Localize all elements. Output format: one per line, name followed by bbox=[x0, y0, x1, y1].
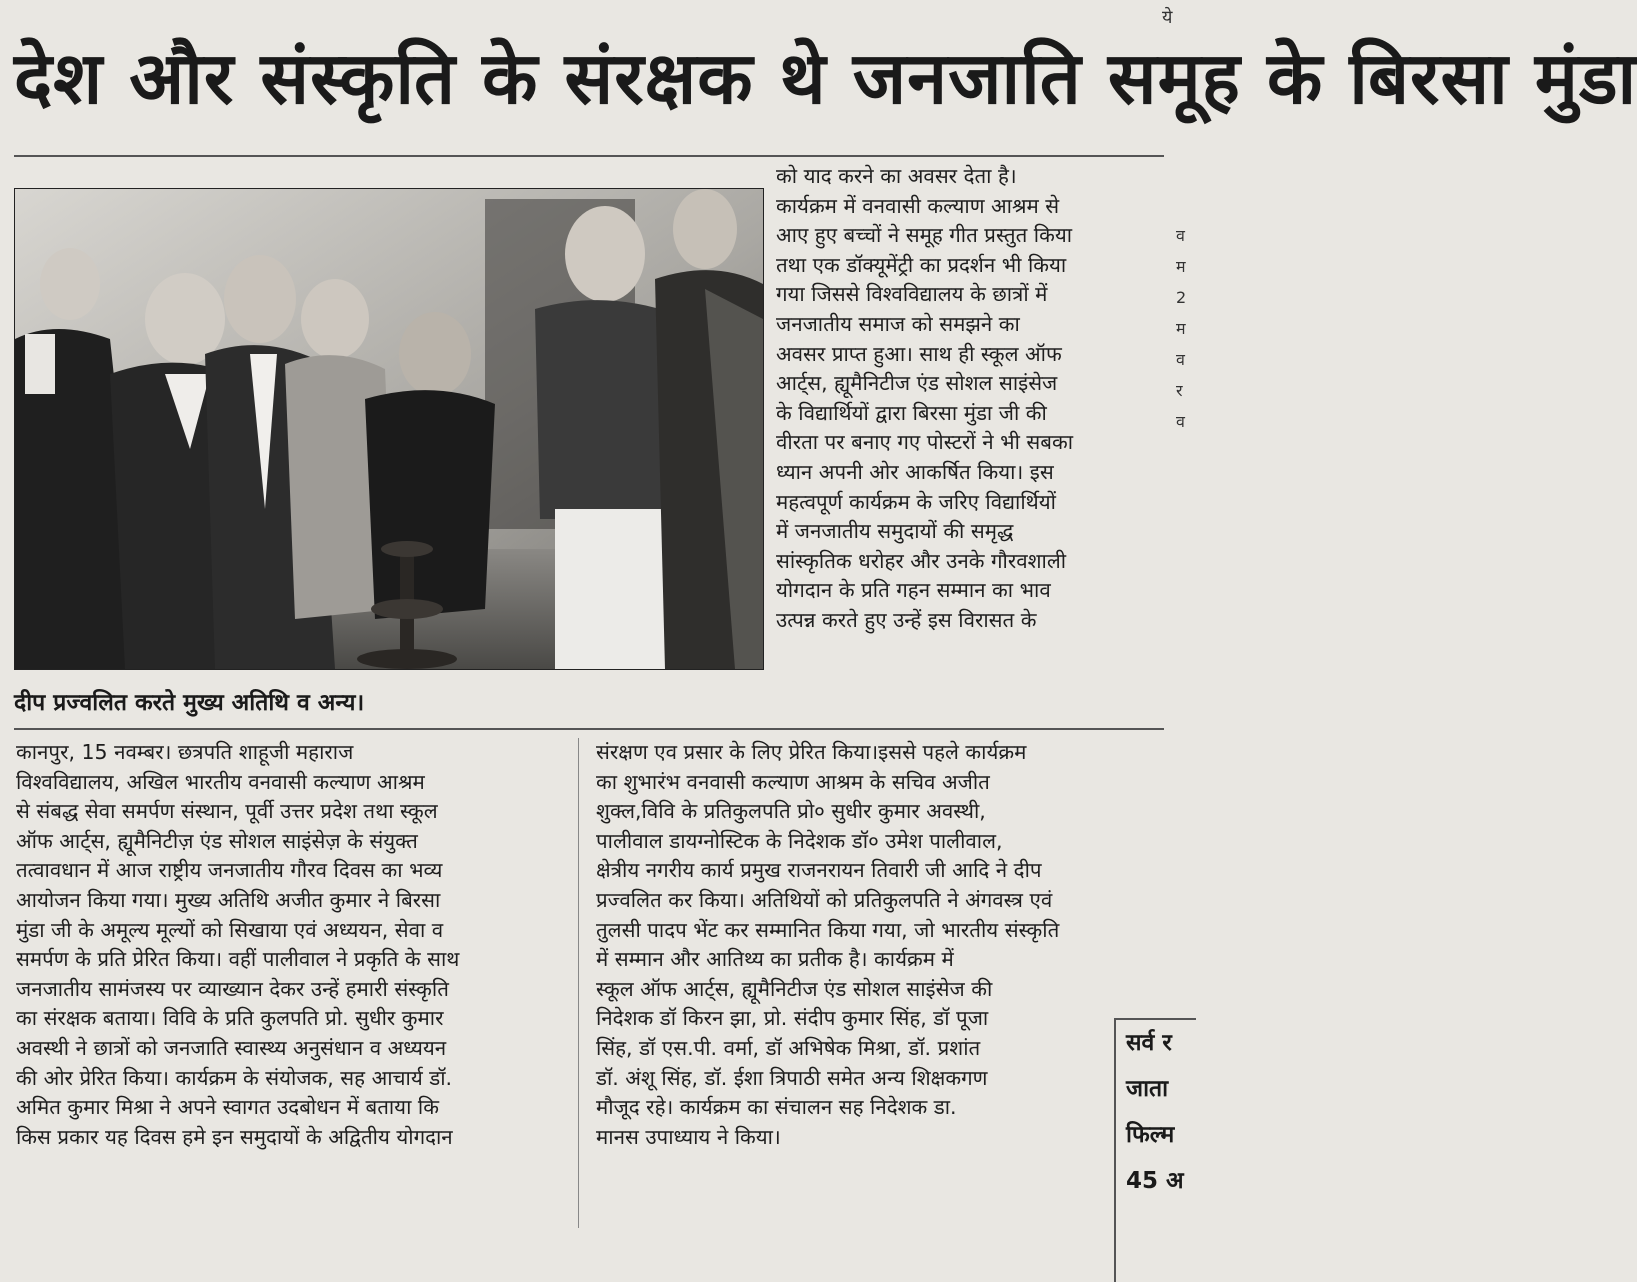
edge-glyph: 2 bbox=[1176, 288, 1187, 307]
text-line: निदेशक डॉ किरन झा, प्रो. संदीप कुमार सिंह, डॉ पूजा bbox=[596, 1006, 989, 1031]
text-line: ध्यान अपनी ओर आकर्षित किया। इस bbox=[776, 459, 1054, 484]
text-line: तत्वावधान में आज राष्ट्रीय जनजातीय गौरव दिवस का भव्य bbox=[16, 858, 443, 883]
text-line: अमित कुमार मिश्रा ने अपने स्वागत उदबोधन में बताया कि bbox=[16, 1095, 439, 1120]
text-line: क्षेत्रीय नगरीय कार्य प्रमुख राजनरायन तिवारी जी आदि ने दीप bbox=[596, 858, 1042, 883]
text-line: के विद्यार्थियों द्वारा बिरसा मुंडा जी की bbox=[776, 400, 1047, 425]
article-column-middle bbox=[596, 738, 1156, 1152]
column-divider bbox=[578, 738, 579, 1228]
text-line: का संरक्षक बताया। विवि के प्रति कुलपति प्रो. सुधीर कुमार bbox=[16, 1006, 444, 1031]
text-line: का शुभारंभ वनवासी कल्याण आश्रम के सचिव अजीत bbox=[596, 769, 990, 794]
text-line: में सम्मान और आतिथ्य का प्रतीक है। कार्यक्रम में bbox=[596, 947, 954, 972]
text-line: मानस उपाध्याय ने किया। bbox=[596, 1124, 781, 1149]
headline-divider bbox=[14, 155, 1164, 157]
text-line: मुंडा जी के अमूल्य मूल्यों को सिखाया एवं अध्ययन, सेवा व bbox=[16, 917, 444, 942]
text-line: जनजातीय सामंजस्य पर व्याख्यान देकर उन्हें हमारी संस्कृति bbox=[16, 976, 449, 1001]
text-line: जनजातीय समाज को समझने का bbox=[776, 311, 1020, 336]
text-line: आर्ट्स, ह्यूमैनिटीज एंड सोशल साइंसेज bbox=[776, 371, 1058, 396]
headline: देश और संस्कृति के संरक्षक थे जनजाति समूह के बिरसा मुंडा bbox=[14, 36, 1637, 120]
edge-glyph: म bbox=[1176, 319, 1186, 338]
text-line: अवस्थी ने छात्रों को जनजाति स्वास्थ्य अनुसंधान व अध्ययन bbox=[16, 1035, 447, 1060]
adjacent-article-box bbox=[1114, 1018, 1196, 1282]
edge-glyph: म bbox=[1176, 257, 1186, 276]
edge-glyph: व bbox=[1176, 412, 1185, 431]
text-line: कानपुर, 15 नवम्बर। छत्रपति शाहूजी महाराज bbox=[16, 740, 354, 764]
text-line: गया जिससे विश्वविद्यालय के छात्रों में bbox=[776, 282, 1048, 307]
photo-illustration bbox=[15, 189, 763, 669]
text-line: से संबद्ध सेवा समर्पण संस्थान, पूर्वी उत्तर प्रदेश तथा स्कूल bbox=[16, 799, 438, 824]
event-photo bbox=[14, 188, 764, 670]
text-line: मौजूद रहे। कार्यक्रम का संचालन सह निदेशक डा. bbox=[596, 1095, 957, 1120]
edge-glyph: र bbox=[1176, 381, 1183, 400]
text-line: आयोजन किया गया। मुख्य अतिथि अजीत कुमार ने बिरसा bbox=[16, 887, 441, 912]
text-line: में जनजातीय समुदायों की समृद्ध bbox=[776, 519, 1014, 544]
text-line: को याद करने का अवसर देता है। bbox=[776, 164, 1017, 188]
text-line: विश्वविद्यालय, अखिल भारतीय वनवासी कल्याण आश्रम bbox=[16, 769, 425, 794]
text-line: डॉ. अंशू सिंह, डॉ. ईशा त्रिपाठी समेत अन्य शिक्षकगण bbox=[596, 1065, 988, 1090]
article-column-right-top bbox=[776, 162, 1156, 636]
text-line: शुक्ल,विवि के प्रतिकुलपति प्रो० सुधीर कुमार अवस्थी, bbox=[596, 799, 986, 824]
text-line: की ओर प्रेरित किया। कार्यक्रम के संयोजक, सह आचार्य डॉ. bbox=[16, 1065, 453, 1090]
text-line: 45 अ bbox=[1126, 1168, 1184, 1194]
text-line: तथा एक डॉक्यूमेंट्री का प्रदर्शन भी किया bbox=[776, 252, 1067, 277]
text-line: आए हुए बच्चों ने समूह गीत प्रस्तुत किया bbox=[776, 223, 1073, 248]
adjacent-column-edge bbox=[1176, 220, 1190, 440]
adjacent-article-fragment: ये bbox=[1162, 7, 1173, 28]
text-line: सांस्कृतिक धरोहर और उनके गौरवशाली bbox=[776, 548, 1067, 573]
edge-glyph: व bbox=[1176, 226, 1185, 245]
text-line: फिल्म bbox=[1126, 1122, 1175, 1148]
text-line: ऑफ आर्ट्स, ह्यूमैनिटीज़ एंड सोशल साइंसेज़ के संयुक्त bbox=[16, 828, 418, 853]
text-line: तुलसी पादप भेंट कर सम्मानित किया गया, जो भारतीय संस्कृति bbox=[596, 917, 1060, 942]
text-line: प्रज्वलित कर किया। अतिथियों को प्रतिकुलपति ने अंगवस्त्र एवं bbox=[596, 887, 1053, 912]
text-line: महत्वपूर्ण कार्यक्रम के जरिए विद्यार्थियों bbox=[776, 489, 1056, 514]
photo-caption: दीप प्रज्वलित करते मुख्य अतिथि व अन्य। bbox=[14, 690, 365, 716]
text-line: पालीवाल डायग्नोस्टिक के निदेशक डॉ० उमेश पालीवाल, bbox=[596, 828, 1003, 853]
text-line: सर्व र bbox=[1126, 1030, 1172, 1056]
text-line: वीरता पर बनाए गए पोस्टरों ने भी सबका bbox=[776, 430, 1074, 455]
text-line: जाता bbox=[1126, 1076, 1169, 1102]
text-line: स्कूल ऑफ आर्ट्स, ह्यूमैनिटीज एंड सोशल साइंसेज की bbox=[596, 976, 993, 1001]
text-line: योगदान के प्रति गहन सम्मान का भाव bbox=[776, 578, 1051, 603]
edge-glyph: व bbox=[1176, 350, 1185, 369]
text-line: समर्पण के प्रति प्रेरित किया। वहीं पालीवाल ने प्रकृति के साथ bbox=[16, 947, 460, 972]
section-divider bbox=[14, 728, 1164, 730]
text-line: किस प्रकार यह दिवस हमे इन समुदायों के अद्वितीय योगदान bbox=[16, 1124, 453, 1149]
text-line: उत्पन्न करते हुए उन्हें इस विरासत के bbox=[776, 607, 1037, 632]
text-line: संरक्षण एव प्रसार के लिए प्रेरित किया।इससे पहले कार्यक्रम bbox=[596, 740, 1027, 764]
article-column-left bbox=[16, 738, 572, 1152]
text-line: कार्यक्रम में वनवासी कल्याण आश्रम से bbox=[776, 193, 1060, 218]
text-line: अवसर प्राप्त हुआ। साथ ही स्कूल ऑफ bbox=[776, 341, 1062, 366]
text-line: सिंह, डॉ एस.पी. वर्मा, डॉ अभिषेक मिश्रा, डॉ. प्रशांत bbox=[596, 1035, 981, 1060]
